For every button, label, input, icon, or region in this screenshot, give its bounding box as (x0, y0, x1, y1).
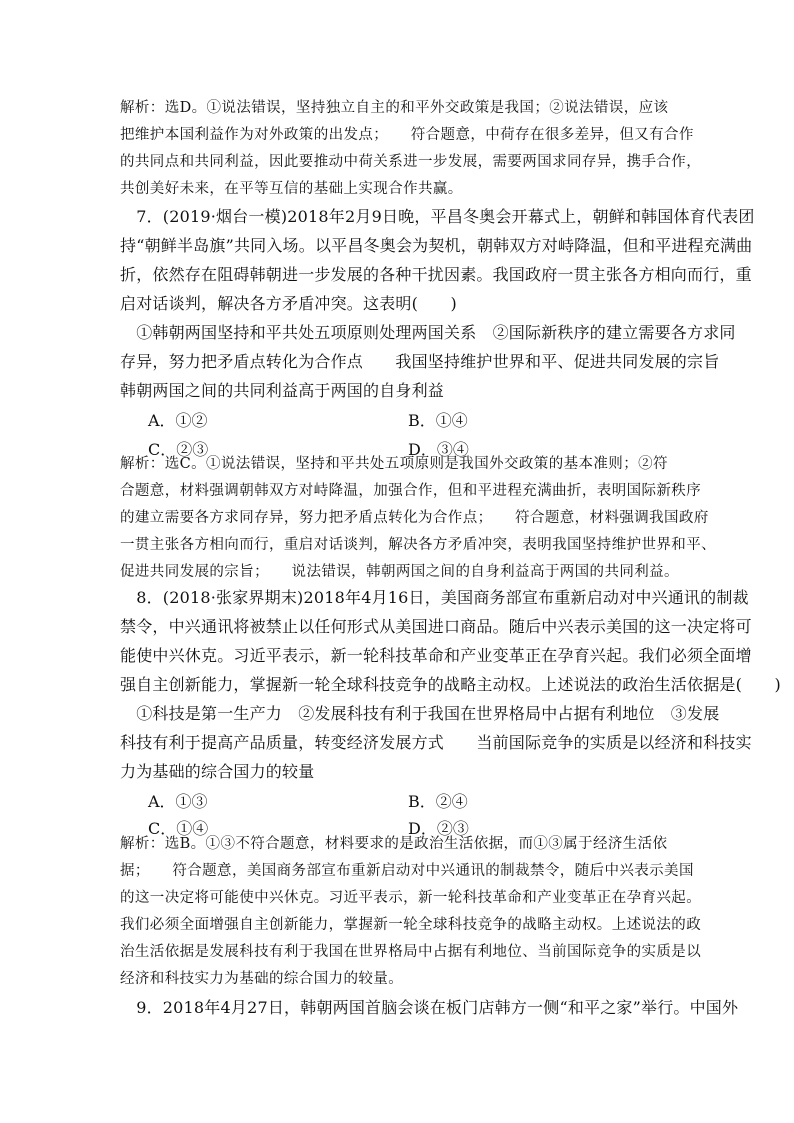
text-line: 治生活依据是发展科技有利于我国在世界格局中占据有利地位、当前国际竞争的实质是以 (120, 944, 702, 960)
text-line: ①科技是第一生产力 ②发展科技有利于我国在世界格局中占据有利地位 ③发展 (120, 704, 720, 723)
text-line: 的共同点和共同利益，因此要推动中荷关系进一步发展，需要两国求同存异，携手合作， (120, 154, 702, 170)
text-line: 据； 符合题意，美国商务部宣布重新启动对中兴通讯的制裁禁令，随后中兴表示美国 (120, 863, 694, 879)
text-line: 合题意，材料强调朝韩双方对峙降温，加强合作，但和平进程充满曲折，表明国际新秩序 (120, 483, 702, 499)
option-d: D．③④ (408, 440, 469, 459)
option-d: D．②③ (408, 819, 469, 838)
text-line: 共创美好未来，在平等互信的基础上实现合作共赢。 (120, 181, 463, 197)
option-c: C．①④ (148, 819, 209, 838)
text-line: 一贯主张各方相向而行，重启对话谈判，解决各方矛盾冲突，表明我国坚持维护世界和平、 (120, 537, 716, 553)
text-line: 韩朝两国之间的共同利益高于两国的自身利益 (120, 381, 445, 400)
option-a: A．①② (148, 411, 208, 430)
text-line: 折，依然存在阻碍韩朝进一步发展的各种干扰因素。我国政府一贯主张各方相向而行，重 (120, 265, 752, 284)
text-line: ①韩朝两国坚持和平共处五项原则处理两国关系 ②国际新秩序的建立需要各方求同 (120, 323, 736, 342)
text-line: 的这一决定将可能使中兴休克。习近平表示，新一轮科技革命和产业变革正在孕育兴起。 (120, 890, 702, 906)
text-line: 的建立需要各方求同存异，努力把矛盾点转化为合作点； 符合题意，材料强调我国政府 (120, 510, 709, 526)
text-line: 解析：选B。①③不符合题意，材料要求的是政治生活依据，而①③属于经济生活依 (120, 836, 668, 852)
text-line: 解析：选C。①说法错误，坚持和平共处五项原则是我国外交政策的基本准则；②符 (120, 456, 668, 472)
text-line: 启对话谈判，解决各方矛盾冲突。这表明( ) (120, 294, 457, 313)
text-line: 力为基础的综合国力的较量 (120, 762, 315, 781)
option-c: C．②③ (148, 440, 209, 459)
text-line: 持“朝鲜半岛旗”共同入场。以平昌冬奥会为契机，朝韩双方对峙降温，但和平进程充满曲 (120, 236, 753, 255)
text-line: 科技有利于提高产品质量，转变经济发展方式 当前国际竞争的实质是以经济和科技实 (120, 733, 752, 752)
text-line: 解析：选D。①说法错误，坚持独立自主的和平外交政策是我国；②说法错误，应该 (120, 100, 669, 116)
option-b: B．②④ (408, 792, 468, 811)
text-line: 8．(2018·张家界期末)2018年4月16日，美国商务部宣布重新启动对中兴通讯的制裁 (120, 588, 749, 607)
text-line: 促进共同发展的宗旨； 说法错误，韩朝两国之间的自身利益高于两国的共同利益。 (120, 564, 679, 580)
text-line: 把维护本国利益作为对外政策的出发点； 符合题意，中荷存在很多差异，但又有合作 (120, 127, 694, 143)
text-line: 强自主创新能力，掌握新一轮全球科技竞争的战略主动权。上述说法的政治生活依据是( ) (120, 675, 781, 694)
text-line: 我们必须全面增强自主创新能力，掌握新一轮全球科技竞争的战略主动权。上述说法的政 (120, 917, 702, 933)
text-line: 能使中兴休克。习近平表示，新一轮科技革命和产业变革正在孕育兴起。我们必须全面增 (120, 646, 752, 665)
text-line: 经济和科技实力为基础的综合国力的较量。 (120, 971, 404, 987)
text-line: 存异，努力把矛盾点转化为合作点 我国坚持维护世界和平、促进共同发展的宗旨 (120, 352, 720, 371)
text-line: 7．(2019·烟台一模)2018年2月9日晚，平昌冬奥会开幕式上，朝鲜和韩国体育代表团 (120, 207, 755, 226)
option-a: A．①③ (148, 792, 208, 811)
option-b: B．①④ (408, 411, 468, 430)
text-line: 9．2018年4月27日，韩朝两国首脑会谈在板门店韩方一侧“和平之家”举行。中国外 (120, 998, 739, 1017)
text-line: 禁令，中兴通讯将被禁止以任何形式从美国进口商品。随后中兴表示美国的这一决定将可 (120, 617, 752, 636)
